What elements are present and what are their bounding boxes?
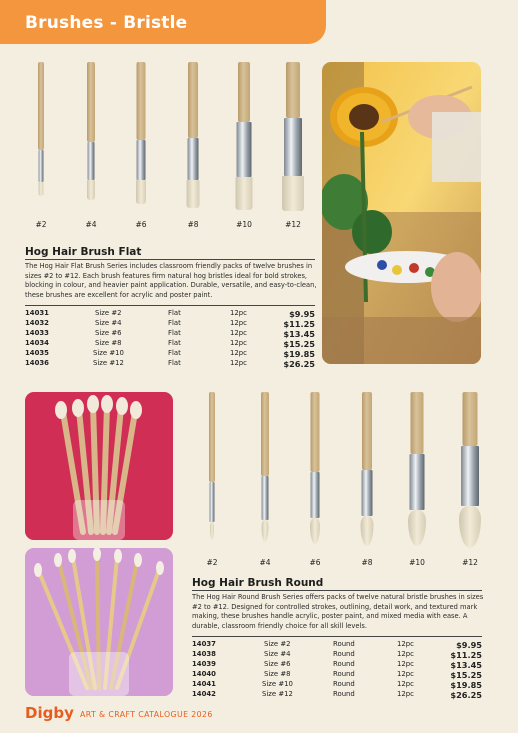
round-size-label: #4 [259,558,271,567]
product-qty: 12pc [230,319,247,327]
product-size: Size #6 [95,329,122,337]
product-type: Flat [168,319,181,327]
flat-title-rule [25,259,315,260]
product-type: Flat [168,359,181,367]
product-qty: 12pc [397,640,414,648]
product-size: Size #12 [93,359,124,367]
flat-brush-8 [181,62,205,212]
catalogue-title: ART & CRAFT CATALOGUE 2026 [80,710,213,719]
product-code: 14035 [25,349,49,357]
painting-sunflower-photo [322,62,481,364]
product-type: Flat [168,339,181,347]
product-type: Round [333,650,355,658]
product-code: 14033 [25,329,49,337]
product-qty: 12pc [230,359,247,367]
product-size: Size #4 [95,319,122,327]
product-price: $13.45 [283,329,315,339]
round-size-label: #12 [462,558,478,567]
flat-size-label: #12 [285,220,301,229]
product-qty: 12pc [230,349,247,357]
product-price: $11.25 [450,650,482,660]
round-size-label: #8 [361,558,373,567]
table-row [25,319,315,329]
table-row [192,660,482,670]
product-price: $19.85 [283,349,315,359]
flat-price-table [25,309,315,369]
product-qty: 12pc [397,690,414,698]
flat-description: The Hog Hair Flat Brush Series includes classroom friendly packs of twelve brushes in sizes #2 to #12. Each brush features firm natural hog bristles ideal for bold strokes, blocking in colour, and heavier paint application. Durable, versatile, and easy-to-clean, these brushes are excellent for acrylic and poster paint. [25,262,317,299]
round-size-label: #6 [309,558,321,567]
product-price: $15.25 [283,339,315,349]
round-section-title: Hog Hair Brush Round [192,577,324,589]
product-qty: 12pc [230,309,247,317]
table-row [192,640,482,650]
round-brush-12 [455,392,485,552]
table-row [25,359,315,369]
flat-brush-10 [230,62,258,212]
product-size: Size #6 [264,660,291,668]
product-price: $19.85 [450,680,482,690]
flat-size-label: #6 [135,220,147,229]
flat-brush-6 [130,62,152,212]
table-row [192,680,482,690]
product-code: 14039 [192,660,216,668]
product-price: $26.25 [450,690,482,700]
round-price-table [192,640,482,700]
table-row [192,690,482,700]
product-size: Size #2 [264,640,291,648]
product-qty: 12pc [397,670,414,678]
product-price: $9.95 [289,309,315,319]
product-qty: 12pc [397,650,414,658]
flat-brush-12 [278,62,308,212]
flat-brush-4 [80,62,102,212]
brushes-jar-purple-photo [25,548,173,696]
product-size: Size #2 [95,309,122,317]
flat-section-title: Hog Hair Brush Flat [25,246,142,258]
product-qty: 12pc [230,329,247,337]
product-price: $13.45 [450,660,482,670]
round-size-label: #2 [206,558,218,567]
product-code: 14041 [192,680,216,688]
product-price: $9.95 [456,640,482,650]
product-type: Round [333,670,355,678]
table-row [25,309,315,319]
flat-table-rule [25,305,315,306]
product-code: 14032 [25,319,49,327]
round-description: The Hog Hair Round Brush Series offers packs of twelve natural bristle brushes in sizes #2 to #12. Designed for controlled strokes, outlining, detail work, and textured mark making, these brushes handle acrylic, poster paint, and mixed media with ease. A durable, classroom friendly choice for all skill levels. [192,593,484,630]
round-table-rule [192,636,482,637]
table-row [25,349,315,359]
product-code: 14038 [192,650,216,658]
product-type: Round [333,660,355,668]
product-code: 14031 [25,309,49,317]
product-code: 14037 [192,640,216,648]
product-qty: 12pc [397,680,414,688]
round-brush-2 [201,392,223,552]
product-size: Size #12 [262,690,293,698]
round-title-rule [192,590,482,591]
round-size-label: #10 [409,558,425,567]
product-code: 14034 [25,339,49,347]
round-brush-4 [254,392,276,552]
product-type: Flat [168,349,181,357]
product-type: Round [333,690,355,698]
product-type: Round [333,640,355,648]
product-size: Size #10 [262,680,293,688]
product-type: Round [333,680,355,688]
flat-size-label: #4 [85,220,97,229]
table-row [25,339,315,349]
product-size: Size #10 [93,349,124,357]
product-price: $11.25 [283,319,315,329]
flat-size-label: #2 [35,220,47,229]
product-size: Size #4 [264,650,291,658]
page-title: Brushes - Bristle [25,13,188,33]
product-code: 14040 [192,670,216,678]
round-brush-10 [404,392,430,552]
table-row [192,670,482,680]
product-type: Flat [168,329,181,337]
product-qty: 12pc [397,660,414,668]
brushes-jar-pink-photo [25,392,173,540]
product-code: 14042 [192,690,216,698]
product-type: Flat [168,309,181,317]
product-size: Size #8 [264,670,291,678]
product-qty: 12pc [230,339,247,347]
round-brush-8 [355,392,379,552]
flat-size-label: #10 [236,220,252,229]
product-code: 14036 [25,359,49,367]
table-row [192,650,482,660]
product-size: Size #8 [95,339,122,347]
table-row [25,329,315,339]
flat-size-label: #8 [187,220,199,229]
product-price: $26.25 [283,359,315,369]
product-price: $15.25 [450,670,482,680]
flat-brush-2 [30,62,52,212]
round-brush-6 [304,392,326,552]
digby-logo: Digby [25,704,74,722]
